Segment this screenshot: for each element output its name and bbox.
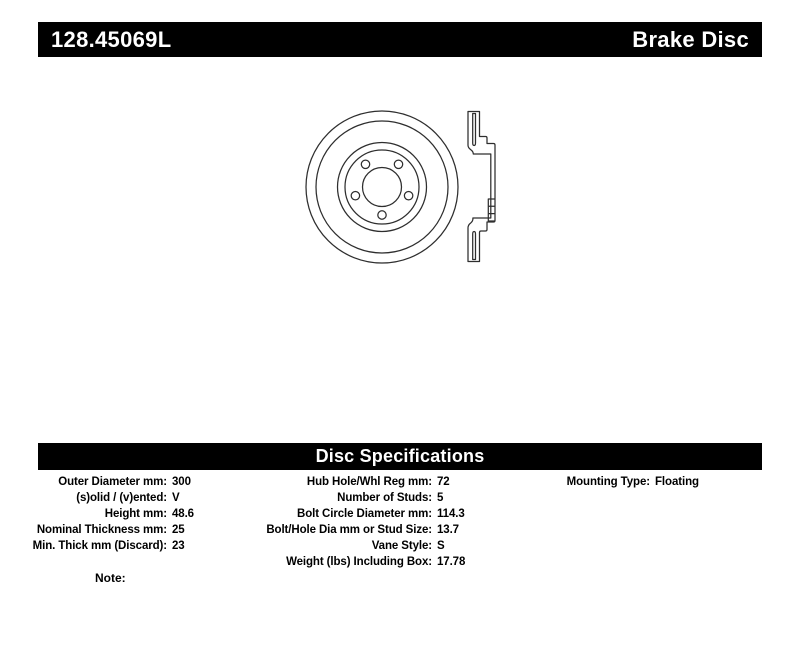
brake-disc-front-view-icon (306, 111, 458, 263)
note-label: Note: (95, 571, 126, 585)
spec-column-mounting (530, 474, 699, 490)
spec-label: Nominal Thickness mm: (36, 524, 167, 536)
spec-label: Min. Thick mm (Discard): (32, 540, 167, 552)
spec-value: Floating (655, 476, 699, 488)
spec-value: 25 (172, 524, 185, 536)
spec-row-min-thickness (0, 538, 194, 554)
spec-label: Hub Hole/Whl Reg mm: (306, 476, 432, 488)
spec-label: Mounting Type: (566, 476, 650, 488)
spec-row-bolt-hole-dia (250, 522, 465, 538)
spec-value: 300 (172, 476, 191, 488)
spec-row-bolt-circle-diameter (250, 506, 465, 522)
spec-row-mounting-type (530, 474, 699, 490)
part-number: 128.45069L (51, 26, 172, 52)
spec-label: Bolt Circle Diameter mm: (297, 508, 432, 520)
spec-label: Bolt/Hole Dia mm or Stud Size: (266, 524, 432, 536)
spec-value: 17.78 (437, 556, 466, 568)
spec-label: Number of Studs: (337, 492, 432, 504)
brake-disc-cross-section-icon (468, 112, 495, 262)
spec-value: S (437, 540, 445, 552)
spec-value: 13.7 (437, 524, 459, 536)
spec-row-hub-hole (250, 474, 465, 490)
spec-value: 5 (437, 492, 444, 504)
spec-value: 72 (437, 476, 450, 488)
spec-label: Height mm: (104, 508, 167, 520)
spec-label: Outer Diameter mm: (58, 476, 167, 488)
spec-value: V (172, 492, 180, 504)
spec-row-vane-style (250, 538, 465, 554)
spec-row-nominal-thickness (0, 522, 194, 538)
spec-row-weight (250, 554, 465, 570)
product-type-title: Brake Disc (632, 26, 749, 52)
spec-label: (s)olid / (v)ented: (76, 492, 167, 504)
spec-value: 48.6 (172, 508, 194, 520)
spec-section-header (38, 443, 762, 470)
technical-drawing (280, 88, 520, 278)
spec-column-dimensions (0, 474, 194, 554)
spec-row-outer-diameter (0, 474, 194, 490)
spec-row-number-of-studs (250, 490, 465, 506)
spec-value: 114.3 (437, 508, 465, 520)
spec-label: Vane Style: (371, 540, 432, 552)
spec-row-solid-vented (0, 490, 194, 506)
spec-row-height (0, 506, 194, 522)
spec-section-title: Disc Specifications (315, 446, 485, 466)
spec-label: Weight (lbs) Including Box: (286, 556, 432, 568)
spec-value: 23 (172, 540, 185, 552)
header-bar (38, 22, 762, 57)
spec-column-hub (250, 474, 465, 570)
